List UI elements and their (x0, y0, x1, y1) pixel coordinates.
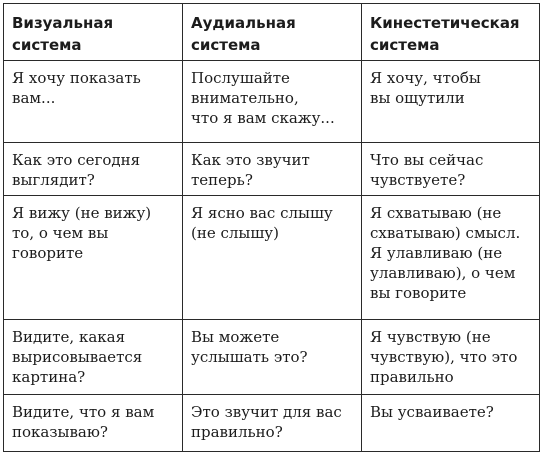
header-row (4, 4, 540, 61)
table-cell-auditory: Послушайте внимательно, что я вам скажу... (183, 61, 362, 143)
table-cell-auditory: Вы можете услышать это? (183, 320, 362, 395)
table-cell-kinesthetic: Я схватываю (не схватываю) смысл. Я улавливаю (не улавливаю), о чем вы говорите (362, 196, 540, 320)
header-kinesthetic: Кинестетическая система (362, 4, 540, 61)
table-cell-kinesthetic: Вы усваиваете? (362, 395, 540, 452)
table-cell-kinesthetic: Что вы сейчас чувствуете? (362, 143, 540, 196)
table-cell-kinesthetic: Я чувствую (не чувствую), что это правильно (362, 320, 540, 395)
table-cell-auditory: Я ясно вас слышу (не слышу) (183, 196, 362, 320)
table-row (4, 61, 540, 143)
table-row (4, 143, 540, 196)
table-cell-visual: Я вижу (не вижу) то, о чем вы говорите (4, 196, 183, 320)
table-row (4, 395, 540, 452)
table-cell-visual: Видите, какая вырисовывается картина? (4, 320, 183, 395)
table-cell-visual: Видите, что я вам показываю? (4, 395, 183, 452)
table-row (4, 196, 540, 320)
table-cell-visual: Как это сегодня выглядит? (4, 143, 183, 196)
table-cell-auditory: Как это звучит теперь? (183, 143, 362, 196)
table-cell-visual: Я хочу показать вам... (4, 61, 183, 143)
table-cell-kinesthetic: Я хочу, чтобы вы ощутили (362, 61, 540, 143)
header-auditory: Аудиальная система (183, 4, 362, 61)
header-visual: Визуальная система (4, 4, 183, 61)
table-cell-auditory: Это звучит для вас правильно? (183, 395, 362, 452)
table-row (4, 320, 540, 395)
representational-systems-table (3, 3, 540, 452)
